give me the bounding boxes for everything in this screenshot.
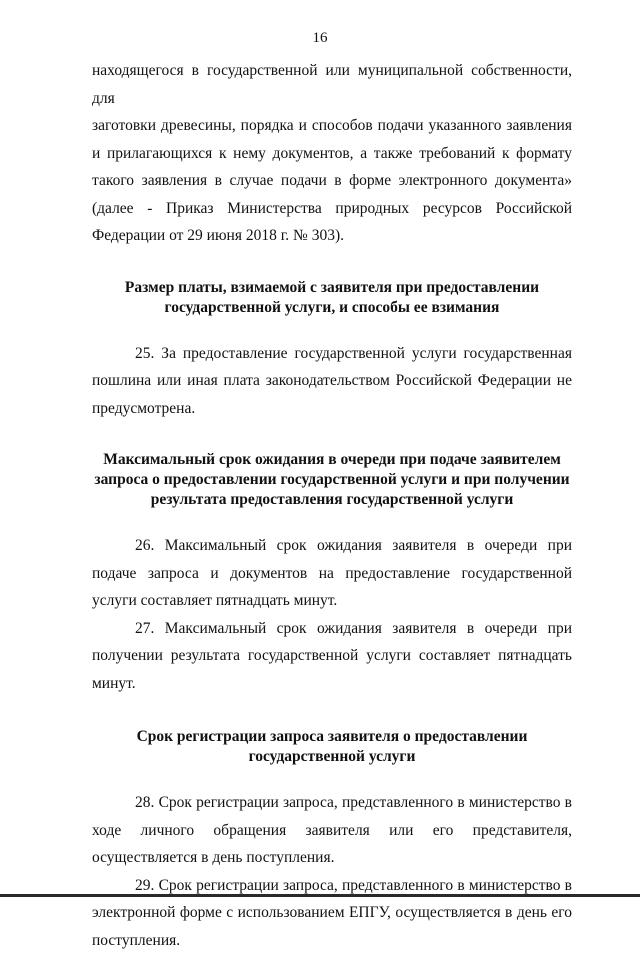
page-content — [92, 57, 572, 954]
paragraph-27: 27. Максимальный срок ожидания заявителя в очереди при получении результата государственной услуги составляет пятнадцать минут. — [92, 615, 572, 698]
heading-line: запроса о предоставлении государственной услуги и при получении — [92, 470, 572, 490]
heading-line: государственной услуги, и способы ее взимания — [92, 298, 572, 318]
heading-line: результата предоставления государственной услуги — [92, 490, 572, 510]
intro-line: такого заявления в случае подачи в форме электронного документа» — [92, 167, 572, 195]
heading-line: Максимальный срок ожидания в очереди при подаче заявителем — [92, 450, 572, 470]
paragraph-26: 26. Максимальный срок ожидания заявителя в очереди при подаче запроса и документов на предоставление государственной услуги составляет пятнадцать минут. — [92, 532, 572, 615]
intro-line: заготовки древесины, порядка и способов подачи указанного заявления — [92, 112, 572, 140]
section-heading-fee — [92, 278, 572, 318]
section-heading-wait — [92, 450, 572, 510]
intro-line: (далее - Приказ Министерства природных ресурсов Российской — [92, 195, 572, 223]
paragraph-28: 28. Срок регистрации запроса, представленного в министерство в ходе личного обращения заявителя или его представителя, осуществляется в день поступления. — [92, 789, 572, 872]
bottom-scan-edge — [0, 894, 640, 897]
page-number: 16 — [0, 30, 640, 47]
intro-paragraph — [92, 57, 572, 250]
intro-line: находящегося в государственной или муниципальной собственности, для — [92, 57, 572, 112]
heading-line: государственной услуги — [92, 747, 572, 767]
section-heading-registration — [92, 727, 572, 767]
heading-line: Размер платы, взимаемой с заявителя при предоставлении — [92, 278, 572, 298]
paragraph-29: 29. Срок регистрации запроса, представленного в министерство в электронной форме с использованием ЕПГУ, осуществляется в день его поступления. — [92, 872, 572, 954]
intro-line: и прилагающихся к нему документов, а также требований к формату — [92, 140, 572, 168]
heading-line: Срок регистрации запроса заявителя о предоставлении — [92, 727, 572, 747]
intro-line: Федерации от 29 июня 2018 г. № 303). — [92, 222, 572, 250]
paragraph-25: 25. За предоставление государственной услуги государственная пошлина или иная плата законодательством Российской Федерации не предусмотрена. — [92, 340, 572, 423]
